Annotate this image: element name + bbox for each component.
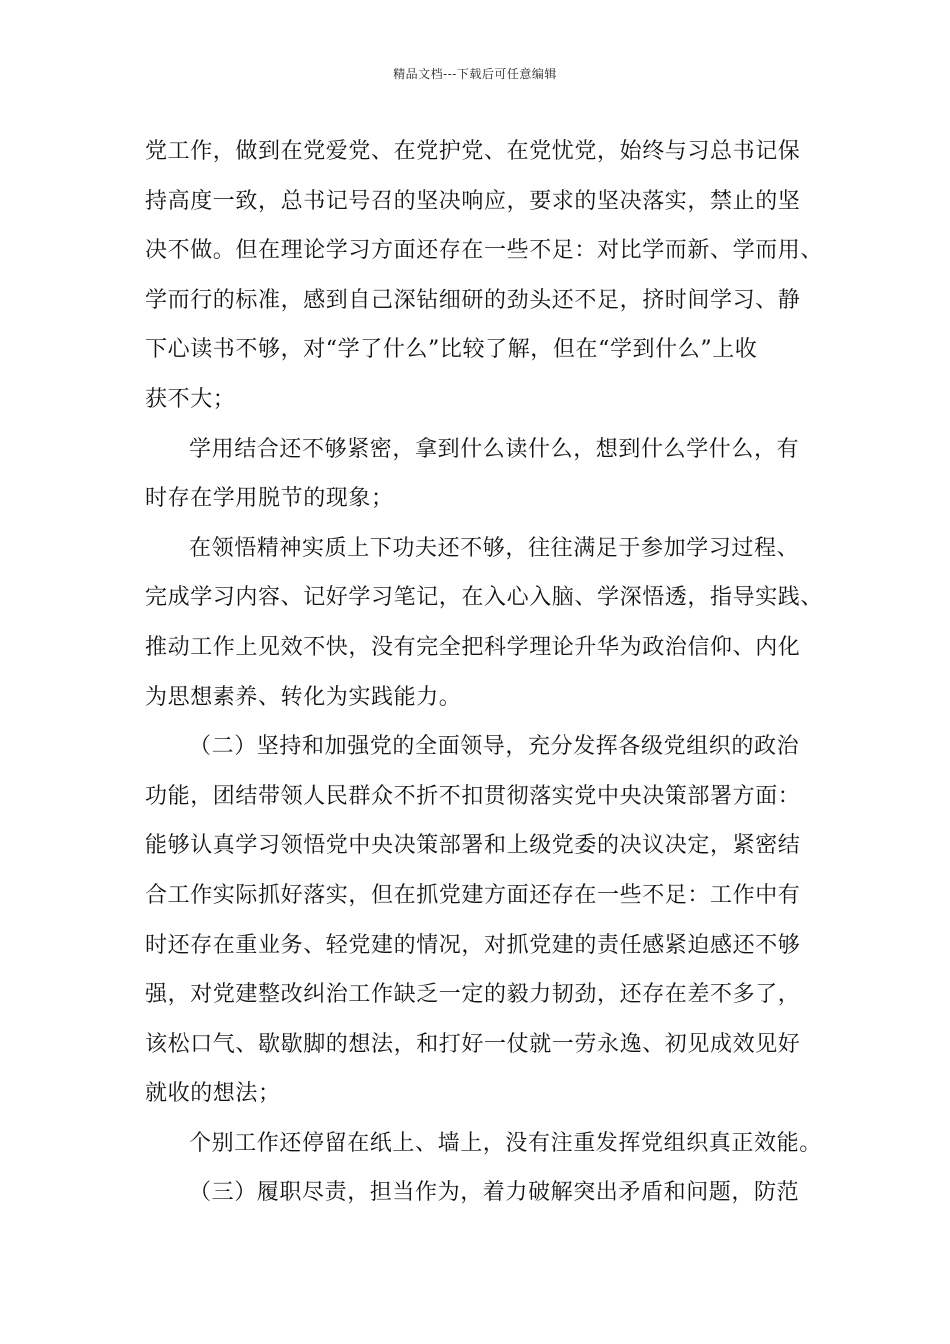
text-line: （三）履职尽责，担当作为，着力破解突出矛盾和问题，防范	[189, 1180, 800, 1206]
text-line: （二）坚持和加强党的全面领导，充分发挥各级党组织的政治	[189, 734, 800, 760]
text-line: 合工作实际抓好落实，但在抓党建方面还存在一些不足：工作中有	[145, 882, 801, 908]
text-line: 时存在学用脱节的现象；	[145, 486, 394, 512]
text-line: 获不大；	[145, 386, 236, 412]
text-line: 为思想素养、转化为实践能力。	[145, 684, 462, 710]
text-line: 该松口气、歇歇脚的想法，和打好一仗就一劳永逸、初见成效见好	[145, 1031, 801, 1057]
text-line: 完成学习内容、记好学习笔记，在入心入脑、学深悟透，指导实践、	[145, 585, 824, 611]
text-line: 学而行的标准，感到自己深钻细研的劲头还不足，挤时间学习、静	[145, 287, 801, 313]
text-line: 个别工作还停留在纸上、墙上，没有注重发挥党组织真正效能。	[189, 1130, 822, 1156]
text-line: 下心读书不够，对“学了什么”比较了解，但在“学到什么”上收	[145, 337, 758, 363]
text-line: 能够认真学习领悟党中央决策部署和上级党委的决议决定，紧密结	[145, 833, 801, 859]
text-line: 党工作，做到在党爱党、在党护党、在党忧党，始终与习总书记保	[145, 139, 801, 164]
text-line: 强，对党建整改纠治工作缺乏一定的毅力韧劲，还存在差不多了，	[145, 982, 801, 1008]
text-line: 学用结合还不够紧密，拿到什么读什么，想到什么学什么，有	[189, 436, 800, 462]
document-body	[145, 127, 824, 1218]
page-header: 精品文档---下载后可任意编辑	[393, 67, 557, 81]
text-line: 时还存在重业务、轻党建的情况，对抓党建的责任感紧迫感还不够	[145, 932, 801, 958]
text-line: 决不做。但在理论学习方面还存在一些不足：对比学而新、学而用、	[145, 238, 824, 264]
text-line: 就收的想法；	[145, 1081, 281, 1107]
text-line: 持高度一致，总书记号召的坚决响应，要求的坚决落实，禁止的坚	[145, 188, 801, 214]
text-line: 功能，团结带领人民群众不折不扣贯彻落实党中央决策部署方面：	[145, 783, 801, 809]
text-line: 推动工作上见效不快，没有完全把科学理论升华为政治信仰、内化	[145, 634, 801, 660]
text-line: 在领悟精神实质上下功夫还不够，往往满足于参加学习过程、	[189, 535, 800, 561]
